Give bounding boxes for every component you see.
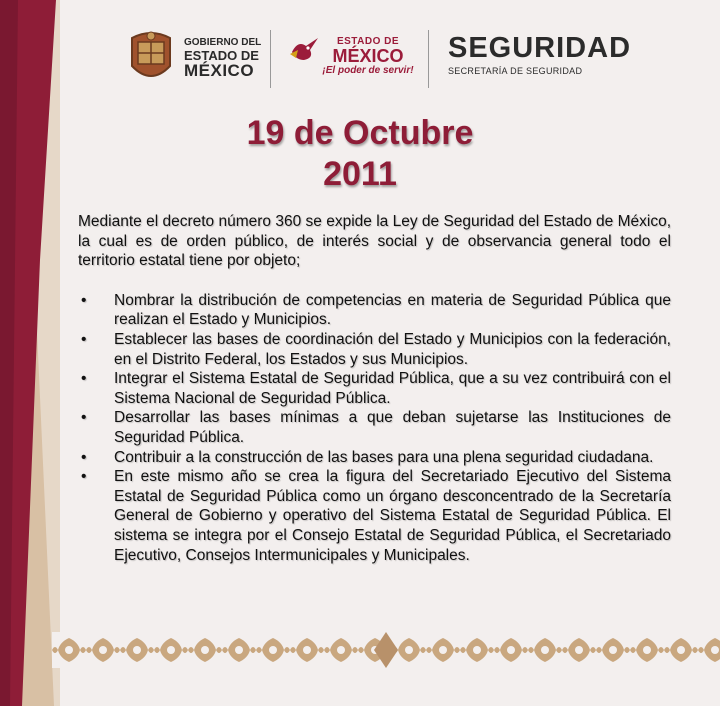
state-coat-of-arms-icon xyxy=(124,28,178,86)
header-divider xyxy=(428,30,429,88)
edomex-line2: MÉXICO xyxy=(332,46,404,66)
gobierno-estado-mexico-text xyxy=(184,38,274,80)
seguridad-title: SEGURIDAD xyxy=(448,32,632,64)
body-content xyxy=(78,212,671,565)
bullet-icon: • xyxy=(81,291,87,309)
list-item xyxy=(78,408,671,447)
list-item-text: Establecer las bases de coordinación del Estado y Municipios con la federación, en el Distrito Federal, los Estados y sus Municipios. xyxy=(114,330,671,368)
date-title-line2: 2011 xyxy=(323,155,397,193)
header-logos xyxy=(118,22,678,92)
side-decoration xyxy=(0,0,60,706)
gobierno-line3: MÉXICO xyxy=(184,61,255,81)
list-item xyxy=(78,369,671,408)
bullet-icon: • xyxy=(81,370,87,388)
list-item-text: Nombrar la distribución de competencias en materia de Seguridad Pública que realizan el Estado y Municipios. xyxy=(114,291,671,329)
seguridad-logo-text xyxy=(448,34,678,76)
list-item-text: En este mismo año se crea la figura del Secretariado Ejecutivo del Sistema Estatal de Seguridad Pública como un órgano desconcentrado de la Secretaría General de Gobierno y operativo del Sistema Estatal de Seguridad Pública. El sistema se integra por el Consejo Estatal de Seguridad Pública, el Secretariado Ejecutivo, Consejos Intermunicipales y Municipales. xyxy=(114,468,671,564)
list-item xyxy=(78,330,671,369)
list-item-text: Contribuir a la construcción de las bases para una plena seguridad ciudadana. xyxy=(114,448,654,466)
bullet-icon: • xyxy=(81,330,87,348)
list-item-text: Desarrollar las bases mínimas a que deban sujetarse las Instituciones de Seguridad Pública. xyxy=(114,409,671,446)
gobierno-line2: ESTADO DE xyxy=(184,47,259,63)
list-item xyxy=(78,291,671,330)
seguridad-subtitle: SECRETARÍA DE SEGURIDAD xyxy=(448,66,583,76)
list-item xyxy=(78,467,671,565)
bullet-icon: • xyxy=(81,468,87,486)
bullet-icon: • xyxy=(81,448,87,466)
estado-mexico-logo-text xyxy=(318,36,418,76)
header-divider xyxy=(270,30,271,88)
hummingbird-icon xyxy=(288,32,322,66)
date-title-line1: 19 de Octubre xyxy=(246,114,474,152)
edomex-line1: ESTADO DE xyxy=(336,36,400,47)
list-item-text: Integrar el Sistema Estatal de Seguridad Pública, que a su vez contribuirá con el Sistema Nacional de Seguridad Pública. xyxy=(114,370,671,407)
intro-paragraph: Mediante el decreto número 360 se expide la Ley de Seguridad del Estado de México, la cual es de orden público, de interés social y de observancia general todo el territorio estatal tiene por objeto; xyxy=(78,213,671,270)
objectives-list xyxy=(78,291,671,565)
list-item xyxy=(78,448,671,468)
ornamental-border xyxy=(52,632,720,668)
edomex-slogan: ¡El poder de servir! xyxy=(322,65,414,76)
gobierno-line1: GOBIERNO DEL xyxy=(184,37,262,48)
bullet-icon: • xyxy=(81,409,87,427)
